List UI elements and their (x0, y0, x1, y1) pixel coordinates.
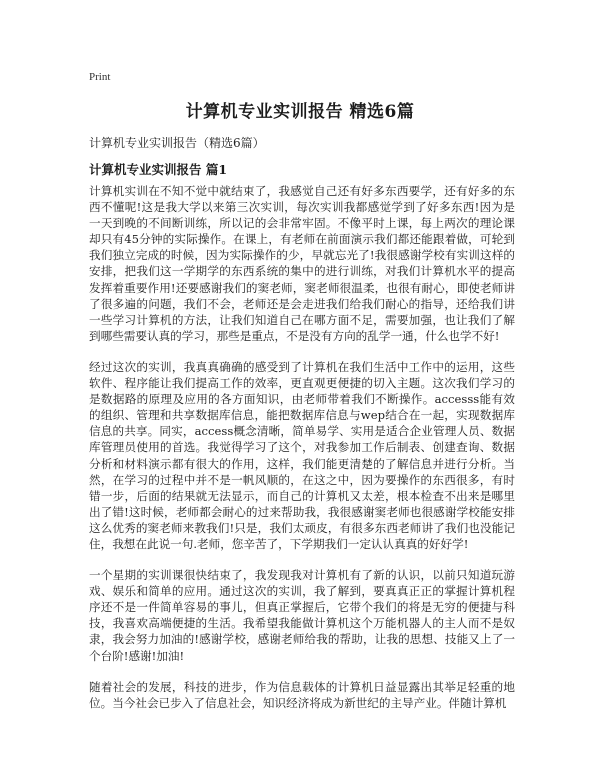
section-heading: 计算机专业实训报告 篇1 (89, 162, 228, 177)
paragraph-4: 随着社会的发展，科技的进步，作为信息载体的计算机日益显露出其举足轻重的地位。当今社会已步入了信息社会，知识经济将成为新世纪的主导产业。伴随计算机 (89, 679, 515, 710)
document-subtitle: 计算机专业实训报告（精选6篇） (89, 136, 265, 150)
paragraph-1: 计算机实训在不知不觉中就结束了，我感觉自己还有好多东西要学，还有好多的东西不懂呢!这是我大学以来第三次实训，每次实训我都感觉学到了好多东西!因为是一天到晚的不间断训练，所以记的会非常牢固。不像平时上课，每上两次的理论课却只有45分钟的实际操作。在课上，有老师在前面演示我们都还能跟着做，可轮到我们独立完成的时候，因为实际操作的少，早就忘光了!我很感谢学校有实训这样的安排，把我们这一学期学的东西系统的集中的进行训练，对我们计算机水平的提高发挥着重要作用!还要感谢我们的窦老师，窦老师很温柔，也很有耐心，即使老师讲了很多遍的问题，我们不会，老师还是会走进我们给我们耐心的指导，还给我们讲一些学习计算机的方法，让我们知道自己在哪方面不足，需要加强，也让我们了解到哪些需要认真的学习，那些是重点，不是没有方向的乱学一通，什么也学不好! (89, 184, 515, 343)
body-text (89, 183, 515, 726)
paragraph-3: 一个星期的实训课很快结束了，我发现我对计算机有了新的认识，以前只知道玩游戏、娱乐和简单的应用。通过这次的实训，我了解到，要真真正正的掌握计算机程序还不是一件简单容易的事儿，但真正掌握后，它带个我们的将是无穷的便捷与科技，我喜欢高端便捷的生活。我希望我能做计算机这个万能机器人的主人而不是奴隶，我会努力加油的!感谢学校，感谢老师给我的帮助，让我的思想、技能又上了一个台阶!感谢!加油! (89, 568, 515, 663)
paragraph-2: 经过这次的实训，我真真确确的感受到了计算机在我们生活中工作中的运用，这些软件、程序能让我们提高工作的效率，更直观更便捷的切入主题。这次我们学习的是数据路的原理及应用的各方面知识，由老师带着我们不断操作。accesss能有效的组织、管理和共享数据库信息，能把数据库信息与wep结合在一起，实现数据库信息的共享。同实，access概念清晰，简单易学、实用是适合企业管理人员、数据库管理员使用的首选。我觉得学习了这个，对我参加工作后制表、创建查询、数据分析和材料演示都有很大的作用，这样，我们能更清楚的了解信息并进行分析。当然，在学习的过程中并不是一帆风顺的，在这之中，因为要操作的东西很多，有时错一步，后面的结果就无法显示，而自己的计算机又太差，根本检查不出来是哪里出了错!这时候，老师都会耐心的过来帮助我，我很感谢窦老师也很感谢学校能安排这么优秀的窦老师来教我们!只是，我们太顽皮，有很多东西老师讲了我们也没能记住，我想在此说一句.老师，您辛苦了，下学期我们一定认认真真的好好学! (89, 359, 515, 551)
print-label[interactable]: Print (89, 71, 111, 83)
document-title: 计算机专业实训报告 精选6篇 (185, 102, 415, 122)
